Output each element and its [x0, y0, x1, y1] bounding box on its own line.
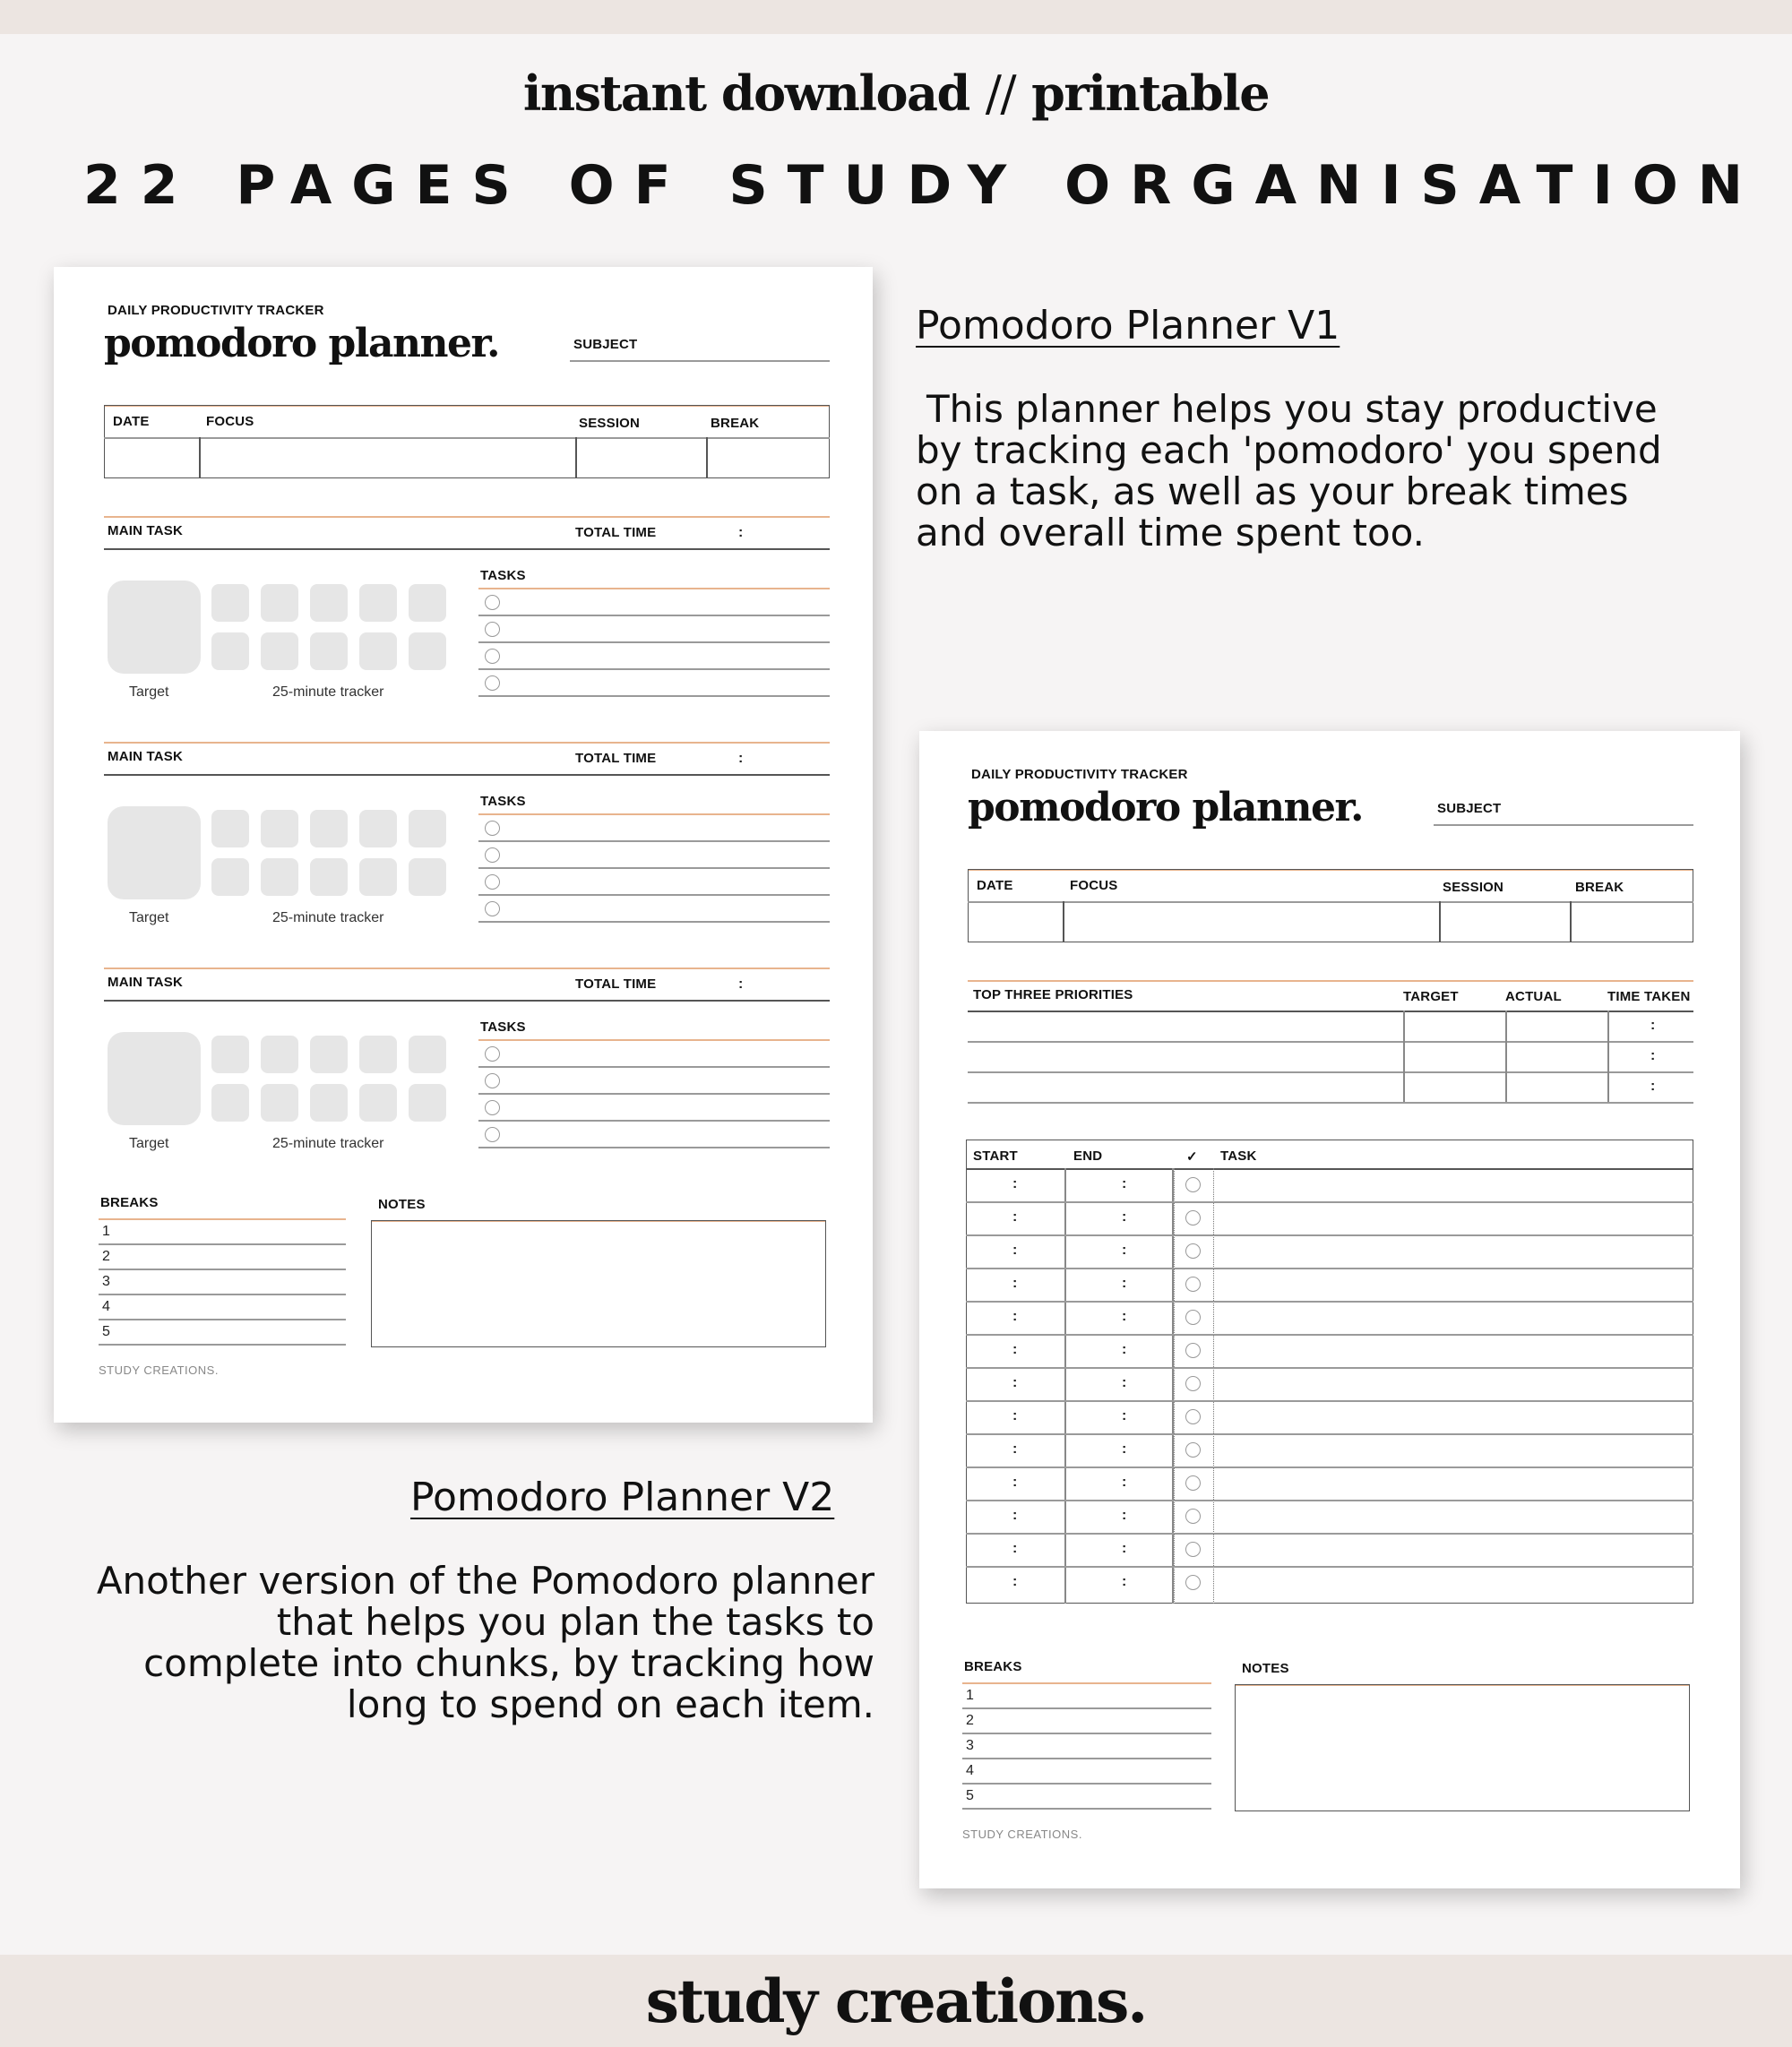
schedule-check-circle[interactable]: [1185, 1575, 1201, 1590]
schedule-end-colon: :: [1122, 1243, 1127, 1258]
sheet2-subject-label: SUBJECT: [1437, 801, 1502, 816]
schedule-end-colon: :: [1122, 1541, 1127, 1556]
schedule-start-colon: :: [1012, 1276, 1018, 1291]
sheet2-break-num-3: 3: [966, 1738, 974, 1753]
sheet1-main-task-3: MAIN TASK: [108, 975, 184, 990]
sheet1-target-caption-3: Target: [129, 1136, 169, 1151]
sheet1-total-time-1: TOTAL TIME: [575, 525, 657, 540]
sheet1-tracker-caption-1: 25-minute tracker: [272, 684, 384, 700]
schedule-start-colon: :: [1012, 1574, 1018, 1589]
sheet1-title: pomodoro planner.: [104, 321, 499, 366]
sheet1-break-num-5: 5: [102, 1324, 110, 1339]
sheet2-priority-colon-1: :: [1650, 1018, 1656, 1033]
sheet2-priority-colon-2: :: [1650, 1048, 1656, 1063]
schedule-end-colon: :: [1122, 1475, 1127, 1490]
sheet1-footer: STUDY CREATIONS.: [99, 1363, 219, 1377]
tagline-printable: printable: [1031, 65, 1270, 122]
schedule-start-colon: :: [1012, 1541, 1018, 1556]
sheet2-break-num-1: 1: [966, 1688, 974, 1703]
schedule-check-circle[interactable]: [1185, 1177, 1201, 1192]
schedule-start-colon: :: [1012, 1441, 1018, 1457]
schedule-start-colon: :: [1012, 1209, 1018, 1225]
sheet2-title: pomodoro planner.: [968, 785, 1363, 830]
sheet2-end-label: END: [1073, 1148, 1103, 1164]
sheet1-kicker: DAILY PRODUCTIVITY TRACKER: [108, 303, 324, 318]
schedule-check-circle[interactable]: [1185, 1442, 1201, 1458]
sheet1-tasks-label-2: TASKS: [480, 794, 526, 809]
footer-brand: study creations.: [645, 1965, 1147, 2036]
footer-band: [0, 1955, 1792, 2047]
sheet1-break-num-2: 2: [102, 1249, 110, 1264]
sheet1-tracker-caption-2: 25-minute tracker: [272, 910, 384, 925]
schedule-end-colon: :: [1122, 1209, 1127, 1225]
schedule-check-circle[interactable]: [1185, 1310, 1201, 1325]
sheet2-priority-colon-3: :: [1650, 1079, 1656, 1094]
sheet2-actual-label: ACTUAL: [1505, 989, 1562, 1004]
sheet1-time-colon-2: :: [738, 751, 744, 766]
schedule-check-circle[interactable]: [1185, 1210, 1201, 1226]
sheet1-break-label: BREAK: [711, 416, 760, 431]
schedule-end-colon: :: [1122, 1441, 1127, 1457]
schedule-end-colon: :: [1122, 1342, 1127, 1357]
v1-title: Pomodoro Planner V1: [916, 303, 1340, 348]
sheet2-notes-label: NOTES: [1242, 1661, 1289, 1676]
sheet1-total-time-2: TOTAL TIME: [575, 751, 657, 766]
schedule-start-colon: :: [1012, 1375, 1018, 1390]
sheet1-break-num-1: 1: [102, 1224, 110, 1239]
sheet1-target-caption-2: Target: [129, 910, 169, 925]
v2-title: Pomodoro Planner V2: [410, 1475, 835, 1520]
schedule-check-circle[interactable]: [1185, 1409, 1201, 1424]
sheet1-tracker-caption-3: 25-minute tracker: [272, 1136, 384, 1151]
schedule-check-circle[interactable]: [1185, 1376, 1201, 1391]
sheet1-time-colon-1: :: [738, 525, 744, 540]
sheet2-break-num-2: 2: [966, 1713, 974, 1728]
sheet2-start-label: START: [973, 1148, 1018, 1164]
sheet2-break-num-4: 4: [966, 1763, 974, 1778]
schedule-check-circle[interactable]: [1185, 1475, 1201, 1491]
schedule-check-circle[interactable]: [1185, 1277, 1201, 1292]
planner-sheet-v1: [54, 267, 873, 1423]
sheet2-notes-box: [1235, 1684, 1690, 1811]
sheet2-break-label: BREAK: [1575, 880, 1624, 895]
sheet2-time-taken-label: TIME TAKEN: [1607, 989, 1691, 1004]
sheet1-break-num-3: 3: [102, 1274, 110, 1289]
schedule-start-colon: :: [1012, 1475, 1018, 1490]
sheet1-tasks-label-3: TASKS: [480, 1019, 526, 1035]
sheet2-session-label: SESSION: [1443, 880, 1504, 895]
sheet2-break-num-5: 5: [966, 1788, 974, 1803]
sheet2-check-label: ✓: [1186, 1149, 1198, 1165]
sheet1-date-label: DATE: [113, 414, 150, 429]
schedule-end-colon: :: [1122, 1574, 1127, 1589]
schedule-end-colon: :: [1122, 1408, 1127, 1423]
sheet2-date-label: DATE: [977, 878, 1013, 893]
schedule-end-colon: :: [1122, 1276, 1127, 1291]
schedule-check-circle[interactable]: [1185, 1343, 1201, 1358]
schedule-end-colon: :: [1122, 1375, 1127, 1390]
sheet1-subject-label: SUBJECT: [573, 337, 638, 352]
headline: 22 PAGES OF STUDY ORGANISATION: [82, 154, 1763, 217]
schedule-end-colon: :: [1122, 1508, 1127, 1523]
sheet2-kicker: DAILY PRODUCTIVITY TRACKER: [971, 767, 1188, 782]
schedule-start-colon: :: [1012, 1243, 1018, 1258]
sheet1-tasks-label-1: TASKS: [480, 568, 526, 583]
target-box: [108, 806, 201, 899]
schedule-end-colon: :: [1122, 1176, 1127, 1191]
sheet2-priorities-label: TOP THREE PRIORITIES: [973, 987, 1133, 1002]
sheet2-footer: STUDY CREATIONS.: [962, 1828, 1082, 1841]
schedule-end-colon: :: [1122, 1309, 1127, 1324]
sheet1-total-time-3: TOTAL TIME: [575, 976, 657, 992]
tagline: [0, 65, 1792, 122]
sheet1-time-colon-3: :: [738, 976, 744, 992]
sheet2-target-label: TARGET: [1403, 989, 1459, 1004]
sheet2-focus-label: FOCUS: [1070, 878, 1118, 893]
schedule-check-circle[interactable]: [1185, 1542, 1201, 1557]
sheet1-notes-box: [371, 1220, 826, 1347]
v1-body: This planner helps you stay productive by tracking each 'pomodoro' you spend on a task, as well as your break times and overall time spent too.: [916, 387, 1662, 555]
schedule-start-colon: :: [1012, 1176, 1018, 1191]
schedule-check-circle[interactable]: [1185, 1243, 1201, 1259]
schedule-start-colon: :: [1012, 1408, 1018, 1423]
sheet2-task-label: TASK: [1220, 1148, 1257, 1164]
sheet1-notes-label: NOTES: [378, 1197, 426, 1212]
target-box: [108, 1032, 201, 1125]
schedule-start-colon: :: [1012, 1309, 1018, 1324]
tagline-separator: //: [985, 65, 1016, 122]
sheet1-session-label: SESSION: [579, 416, 641, 431]
schedule-check-circle[interactable]: [1185, 1509, 1201, 1524]
planner-sheet-v2: [919, 731, 1740, 1888]
sheet1-main-task-2: MAIN TASK: [108, 749, 184, 764]
sheet1-break-num-4: 4: [102, 1299, 110, 1314]
sheet1-breaks-label: BREAKS: [100, 1195, 159, 1210]
v2-body: Another version of the Pomodoro planner that helps you plan the tasks to complete into chunks, by tracking how long to spend on each item.: [96, 1559, 874, 1726]
sheet1-focus-label: FOCUS: [206, 414, 254, 429]
sheet1-target-caption-1: Target: [129, 684, 169, 700]
sheet1-main-task-1: MAIN TASK: [108, 523, 184, 538]
schedule-start-colon: :: [1012, 1342, 1018, 1357]
sheet2-breaks-label: BREAKS: [964, 1659, 1022, 1674]
schedule-start-colon: :: [1012, 1508, 1018, 1523]
top-band: [0, 0, 1792, 34]
target-box: [108, 581, 201, 674]
tagline-instant-download: instant download: [522, 65, 969, 122]
